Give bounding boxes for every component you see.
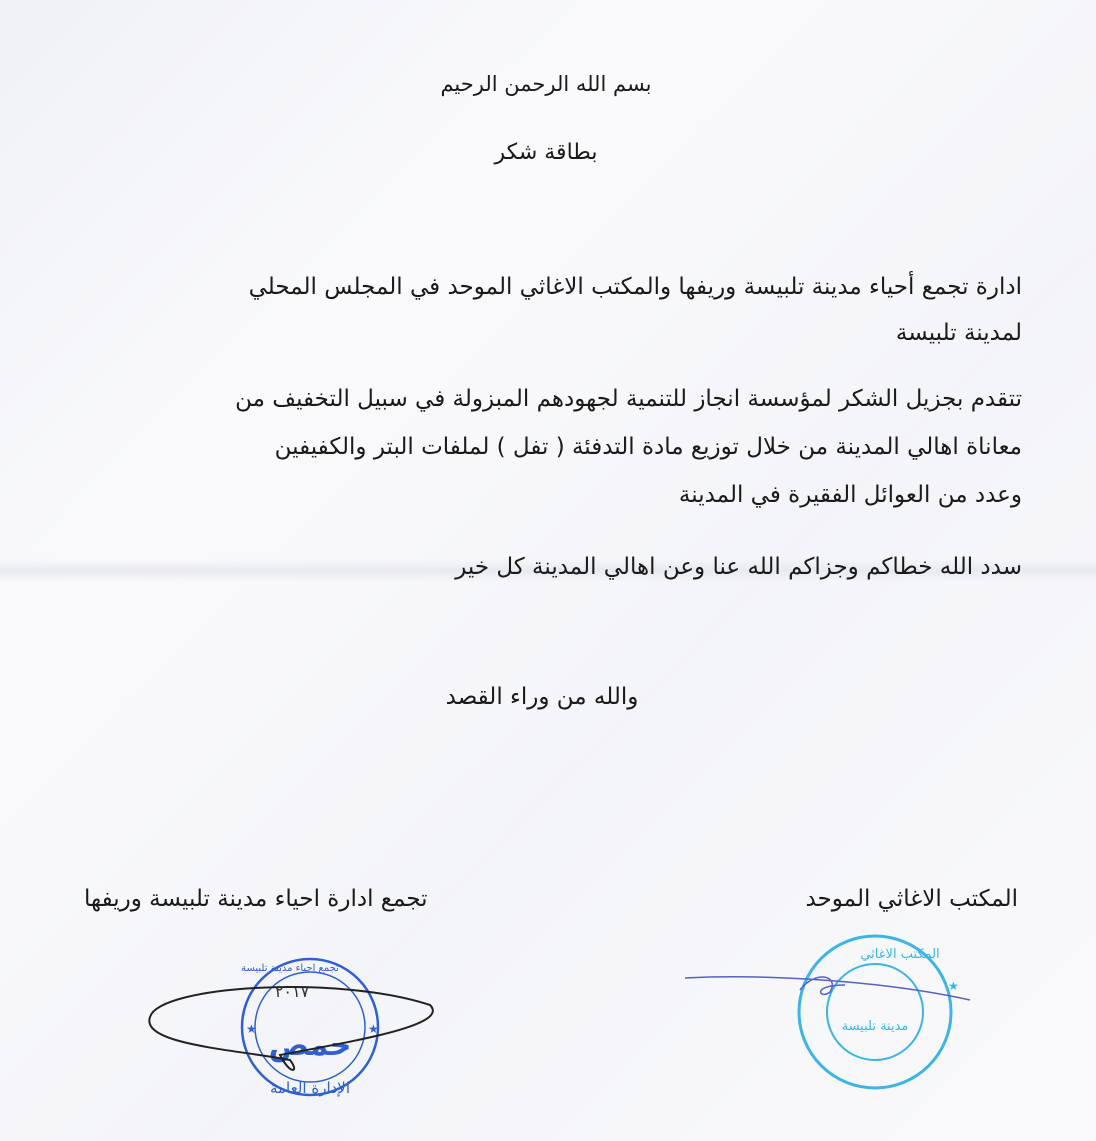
paragraph2-line1: تتقدم بجزيل الشكر لمؤسسة انجاز للتنمية لجهودهم المبزولة في سبيل التخفيف من [235,386,1022,412]
paragraph1-line1: ادارة تجمع أحياء مدينة تلبيسة وريفها والمكتب الاغاثي الموحد في المجلس المحلي [248,274,1022,300]
star-icon: ★ [948,979,959,993]
document-title: بطاقة شكر [494,140,598,165]
star-icon: ★ [246,1022,257,1036]
signature-left-label: تجمع ادارة احياء مدينة تلبيسة وريفها [84,886,428,912]
signature-right-label: المكتب الاغاثي الموحد [805,886,1018,912]
closing-line: والله من وراء القصد [445,684,639,710]
left-stamp-outer-ring [242,959,378,1095]
left-stamp-center-text: حمص [268,1028,352,1063]
signature-stroke [685,977,970,1000]
basmala: بسم الله الرحمن الرحيم [440,72,652,96]
blessing-line: سدد الله خطاكم وجزاكم الله عنا وعن اهالي المدينة كل خير [455,554,1022,580]
right-stamp-top-text: المكتب الاغاثي [860,947,940,962]
left-stamp-date: ٢٠١٧ [274,982,310,1001]
right-stamp [680,930,980,1095]
left-stamp [140,955,450,1105]
right-stamp-inner-ring [827,964,923,1060]
paragraph1-line2: لمدينة تلبيسة [895,320,1022,346]
paragraph2-line3: وعدد من العوائل الفقيرة في المدينة [678,482,1022,508]
paragraph2-line2: معاناة اهالي المدينة من خلال توزيع مادة التدفئة ( تفل ) لملفات البتر والكفيفين [274,434,1022,460]
left-stamp-top-text: تجمع احياء مدينة تلبيسة [241,963,339,974]
right-stamp-inner-text: مدينة تلبيسة [841,1019,909,1034]
star-icon: ★ [368,1022,379,1036]
left-stamp-bottom-text: الإدارة العامة [269,1079,351,1097]
left-stamp-inner-ring [255,972,365,1082]
